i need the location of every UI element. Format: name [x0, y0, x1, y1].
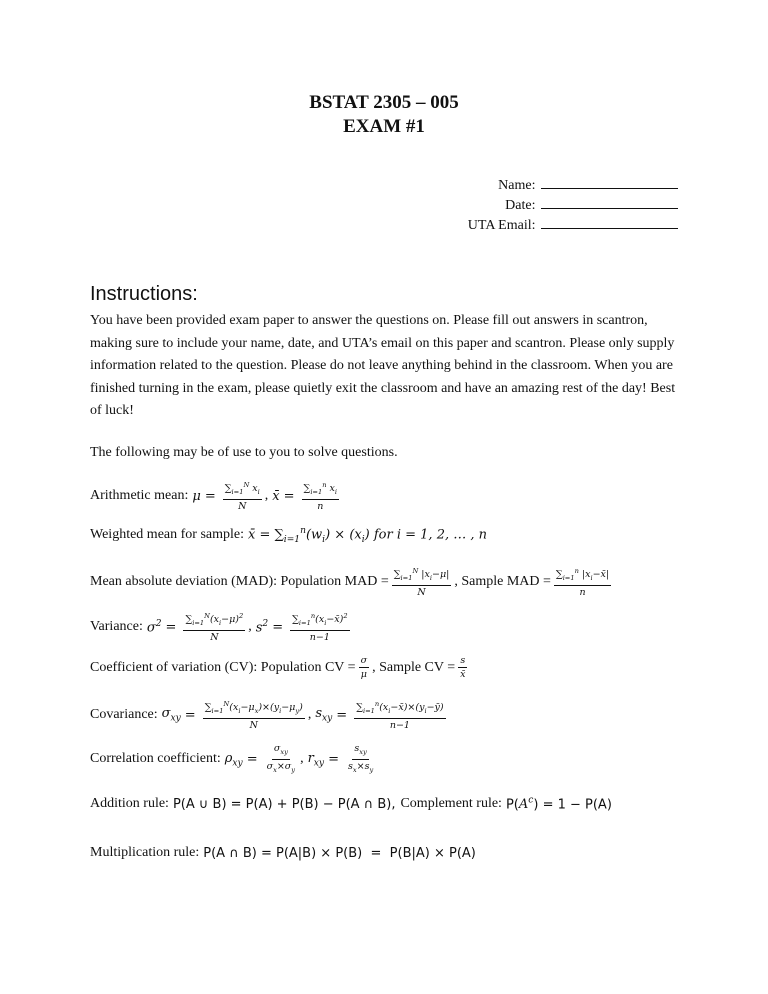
cv-sample-label: Sample CV = [379, 659, 456, 675]
mad-sample-label: Sample MAD = [461, 574, 551, 590]
variance-label: Variance: [90, 619, 143, 635]
arithmetic-label: Arithmetic mean: [90, 488, 189, 504]
formula-intro: The following may be of use to you to solve questions. [90, 445, 398, 460]
population-cv-fraction: $\frac{\sigma}{\mu}$ [360, 655, 368, 680]
name-label: Name: [498, 178, 536, 193]
date-blank[interactable] [541, 196, 678, 209]
multiplication-formula: P(A ∩ B) = P(A|B) × P(B) = P(B|A) × P(A) [203, 845, 476, 861]
formula-arithmetic-mean: Arithmetic mean: μ = $\frac{\sum_{i=1}^N x_i}{N}$ , x̄ = $\frac{\sum_{i=1}^n x_i}{n}$ [90, 481, 338, 513]
course-title: BSTAT 2305 – 005 [309, 92, 459, 113]
cv-label: Coefficient of variation (CV): Population CV = [90, 659, 356, 675]
sample-cv-fraction: $\frac{s}{x̄}$ [460, 655, 466, 680]
formula-addition-complement: Addition rule: P(A ∪ B) = P(A) + P(B) − P(A ∩ B), Complement rule: $P(A^c) = 1 - P(A)$ [90, 796, 612, 813]
email-label: UTA Email: [467, 218, 536, 233]
mad-label: Mean absolute deviation (MAD): Population MAD = [90, 574, 389, 590]
name-field [468, 176, 678, 196]
population-mad-fraction: $\frac{\sum_{i=1}^N |x_i-\mu|}{N}$ [393, 567, 450, 599]
email-field [468, 216, 678, 236]
exam-title: EXAM #1 [343, 116, 425, 137]
population-mean-fraction: $\frac{\sum_{i=1}^N x_i}{N}$ [224, 481, 260, 513]
population-correlation-fraction: $\frac{\sigma_{xy}}{\sigma_x\times\sigma_y}$ [266, 743, 296, 774]
weighted-label: Weighted mean for sample: [90, 527, 244, 543]
correlation-label: Correlation coefficient: [90, 751, 221, 767]
instructions-body: You have been provided exam paper to answer the questions on. Please fill out answers in scantron, making sure to include your name, date, and UTA’s email on this paper and scantron. Please only supply information related to the question. Please do not leave anything behind in the classroom. When you are finished turning in the exam, please quietly exit the classroom and have an amazing rest of the day! Best of luck! [90, 313, 676, 418]
instructions-heading: Instructions: [90, 283, 198, 305]
formula-weighted-mean: Weighted mean for sample: x̄ = $\sum_{i=1}^n(w_i) \times (x_i)$ for i = 1, 2, … , n [90, 526, 488, 545]
covariance-label: Covariance: [90, 707, 158, 723]
date-label: Date: [505, 198, 536, 213]
formula-mad: Mean absolute deviation (MAD): Population MAD = $\frac{\sum_{i=1}^N |x_i-\mu|}{N}$ , Sample MAD = $\frac{\sum_{i=1}^n |x_i-x̄|}{n}$ [90, 567, 610, 599]
name-blank[interactable] [541, 176, 678, 189]
multiplication-label: Multiplication rule: [90, 845, 200, 860]
student-info-fields [468, 176, 678, 236]
formula-correlation: Correlation coefficient: $\rho_{xy}$ = $\frac{\sigma_{xy}}{\sigma_x\times\sigma_y}$ , $r_{xy}$ = $\frac{s_{xy}}{s_x\times s_y}$ [90, 743, 374, 774]
population-covariance-fraction: $\frac{\sum_{i=1}^N(x_i-\mu_x)\times(y_i-\mu_y)}{N}$ [204, 700, 303, 732]
sample-correlation-fraction: $\frac{s_{xy}}{s_x\times s_y}$ [347, 743, 374, 774]
date-field [468, 196, 678, 216]
population-variance-fraction: $\frac{\sum_{i=1}^N(x_i-\mu)^2}{N}$ [185, 612, 244, 644]
complement-label: Complement rule: [400, 796, 502, 812]
addition-label: Addition rule: [90, 796, 169, 812]
formula-covariance: Covariance: $\sigma_{xy}$ = $\frac{\sum_{i=1}^N(x_i-\mu_x)\times(y_i-\mu_y)}{N}$ , $s_{xy}$ = $\frac{\sum_{i=1}^n(x_i-x̄)\times(y_i-ȳ)}{n-1}$ [90, 700, 444, 732]
formula-multiplication [90, 845, 476, 861]
formula-cv: Coefficient of variation (CV): Population CV = $\frac{\sigma}{\mu}$ , Sample CV = $\frac{s}{x̄}$ [90, 655, 466, 680]
sample-covariance-fraction: $\frac{\sum_{i=1}^n(x_i-x̄)\times(y_i-ȳ)}{n-1}$ [356, 700, 444, 732]
email-blank[interactable] [541, 216, 678, 229]
addition-formula: P(A ∪ B) = P(A) + P(B) − P(A ∩ B), [172, 796, 396, 812]
formula-variance: Variance: $\sigma^2$ = $\frac{\sum_{i=1}^N(x_i-\mu)^2}{N}$ , $s^2$ = $\frac{\sum_{i=1}^n(x_i-x̄)^2}{n-1}$ [90, 612, 348, 644]
sample-variance-fraction: $\frac{\sum_{i=1}^n(x_i-x̄)^2}{n-1}$ [292, 612, 348, 644]
sample-mean-fraction: $\frac{\sum_{i=1}^n x_i}{n}$ [303, 481, 338, 513]
sample-mad-fraction: $\frac{\sum_{i=1}^n |x_i-x̄|}{n}$ [555, 567, 610, 599]
